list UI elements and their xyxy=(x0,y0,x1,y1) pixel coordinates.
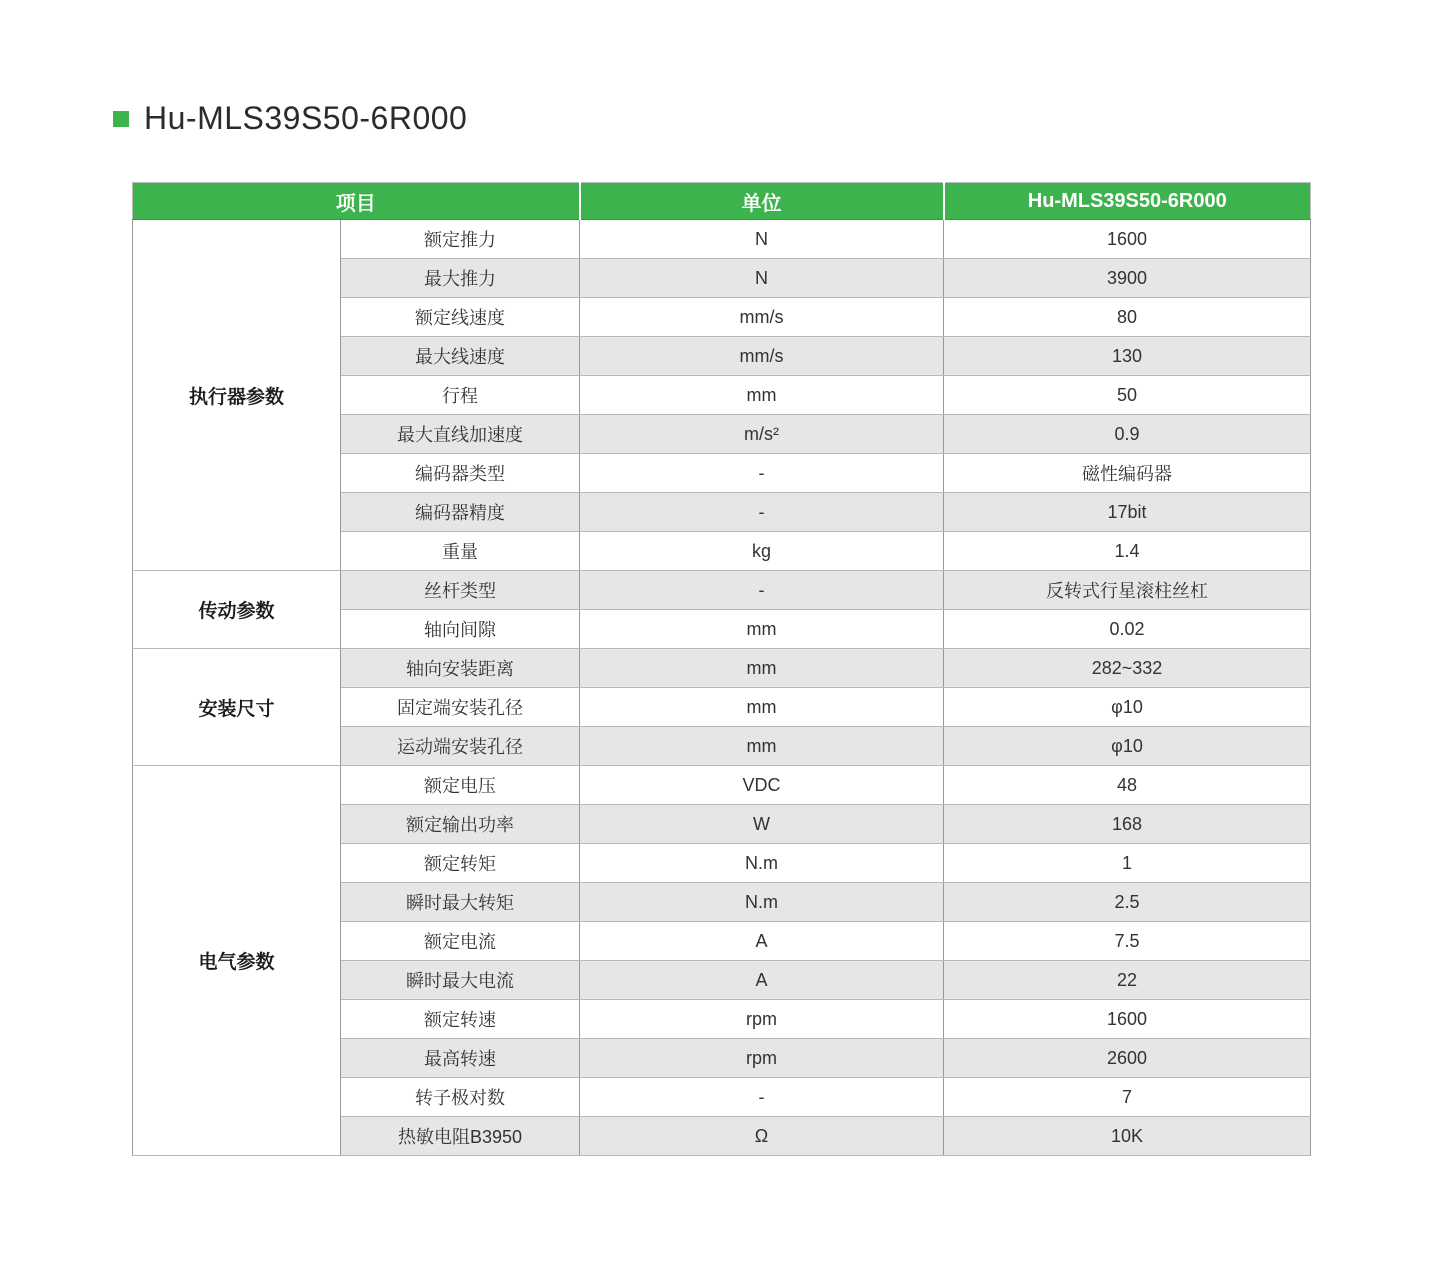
cell-value: 50 xyxy=(944,376,1311,415)
cell-value: 磁性编码器 xyxy=(944,454,1311,493)
spec-table xyxy=(132,182,1311,1156)
cell-value: 1.4 xyxy=(944,532,1311,571)
cell-value: 80 xyxy=(944,298,1311,337)
cell-item: 瞬时最大转矩 xyxy=(341,883,580,922)
cell-item: 额定线速度 xyxy=(341,298,580,337)
cell-unit: mm xyxy=(580,610,944,649)
cell-unit: rpm xyxy=(580,1039,944,1078)
cell-item: 额定电压 xyxy=(341,766,580,805)
cell-item: 固定端安装孔径 xyxy=(341,688,580,727)
table-row xyxy=(133,571,1311,610)
cell-value: 7 xyxy=(944,1078,1311,1117)
cell-value: 反转式行星滚柱丝杠 xyxy=(944,571,1311,610)
cell-item: 额定推力 xyxy=(341,220,580,259)
cell-item: 轴向间隙 xyxy=(341,610,580,649)
table-row xyxy=(133,766,1311,805)
cell-value: 48 xyxy=(944,766,1311,805)
cell-value: φ10 xyxy=(944,688,1311,727)
cell-item: 热敏电阻B3950 xyxy=(341,1117,580,1156)
header-model: Hu-MLS39S50-6R000 xyxy=(944,183,1311,220)
cell-value: 7.5 xyxy=(944,922,1311,961)
group-cell-electrical: 电气参数 xyxy=(133,766,341,1156)
cell-unit: VDC xyxy=(580,766,944,805)
group-cell-transmission: 传动参数 xyxy=(133,571,341,649)
cell-value: φ10 xyxy=(944,727,1311,766)
cell-item: 瞬时最大电流 xyxy=(341,961,580,1000)
cell-value: 168 xyxy=(944,805,1311,844)
cell-unit: Ω xyxy=(580,1117,944,1156)
table-row xyxy=(133,220,1311,259)
header-unit: 单位 xyxy=(580,183,944,220)
cell-unit: N.m xyxy=(580,844,944,883)
group-cell-mounting: 安装尺寸 xyxy=(133,649,341,766)
cell-unit: W xyxy=(580,805,944,844)
cell-item: 运动端安装孔径 xyxy=(341,727,580,766)
cell-item: 行程 xyxy=(341,376,580,415)
cell-item: 最大推力 xyxy=(341,259,580,298)
table-row xyxy=(133,649,1311,688)
cell-value: 10K xyxy=(944,1117,1311,1156)
cell-unit: N.m xyxy=(580,883,944,922)
cell-unit: A xyxy=(580,922,944,961)
cell-value: 282~332 xyxy=(944,649,1311,688)
cell-item: 额定转矩 xyxy=(341,844,580,883)
cell-value: 3900 xyxy=(944,259,1311,298)
cell-value: 0.9 xyxy=(944,415,1311,454)
cell-item: 最大线速度 xyxy=(341,337,580,376)
cell-item: 额定输出功率 xyxy=(341,805,580,844)
cell-unit: mm xyxy=(580,649,944,688)
cell-unit: mm xyxy=(580,688,944,727)
cell-unit: mm xyxy=(580,376,944,415)
cell-unit: - xyxy=(580,1078,944,1117)
cell-item: 最大直线加速度 xyxy=(341,415,580,454)
cell-unit: N xyxy=(580,220,944,259)
page-title: Hu-MLS39S50-6R000 xyxy=(144,100,468,136)
table-header-row xyxy=(133,183,1311,220)
cell-value: 1600 xyxy=(944,1000,1311,1039)
cell-unit: kg xyxy=(580,532,944,571)
cell-item: 最高转速 xyxy=(341,1039,580,1078)
cell-value: 2.5 xyxy=(944,883,1311,922)
cell-value: 130 xyxy=(944,337,1311,376)
page-title-row xyxy=(113,100,467,137)
cell-value: 2600 xyxy=(944,1039,1311,1078)
header-item: 项目 xyxy=(133,183,580,220)
cell-value: 1 xyxy=(944,844,1311,883)
cell-item: 转子极对数 xyxy=(341,1078,580,1117)
cell-unit: rpm xyxy=(580,1000,944,1039)
green-square-bullet-icon xyxy=(113,111,129,127)
cell-unit: A xyxy=(580,961,944,1000)
cell-item: 轴向安装距离 xyxy=(341,649,580,688)
cell-value: 17bit xyxy=(944,493,1311,532)
cell-unit: - xyxy=(580,454,944,493)
cell-unit: m/s² xyxy=(580,415,944,454)
cell-item: 额定电流 xyxy=(341,922,580,961)
cell-unit: N xyxy=(580,259,944,298)
cell-unit: mm xyxy=(580,727,944,766)
cell-item: 重量 xyxy=(341,532,580,571)
cell-item: 额定转速 xyxy=(341,1000,580,1039)
cell-value: 0.02 xyxy=(944,610,1311,649)
cell-unit: mm/s xyxy=(580,337,944,376)
cell-unit: - xyxy=(580,493,944,532)
cell-unit: mm/s xyxy=(580,298,944,337)
cell-item: 编码器类型 xyxy=(341,454,580,493)
cell-item: 丝杆类型 xyxy=(341,571,580,610)
cell-item: 编码器精度 xyxy=(341,493,580,532)
cell-unit: - xyxy=(580,571,944,610)
group-cell-actuator: 执行器参数 xyxy=(133,220,341,571)
cell-value: 1600 xyxy=(944,220,1311,259)
cell-value: 22 xyxy=(944,961,1311,1000)
